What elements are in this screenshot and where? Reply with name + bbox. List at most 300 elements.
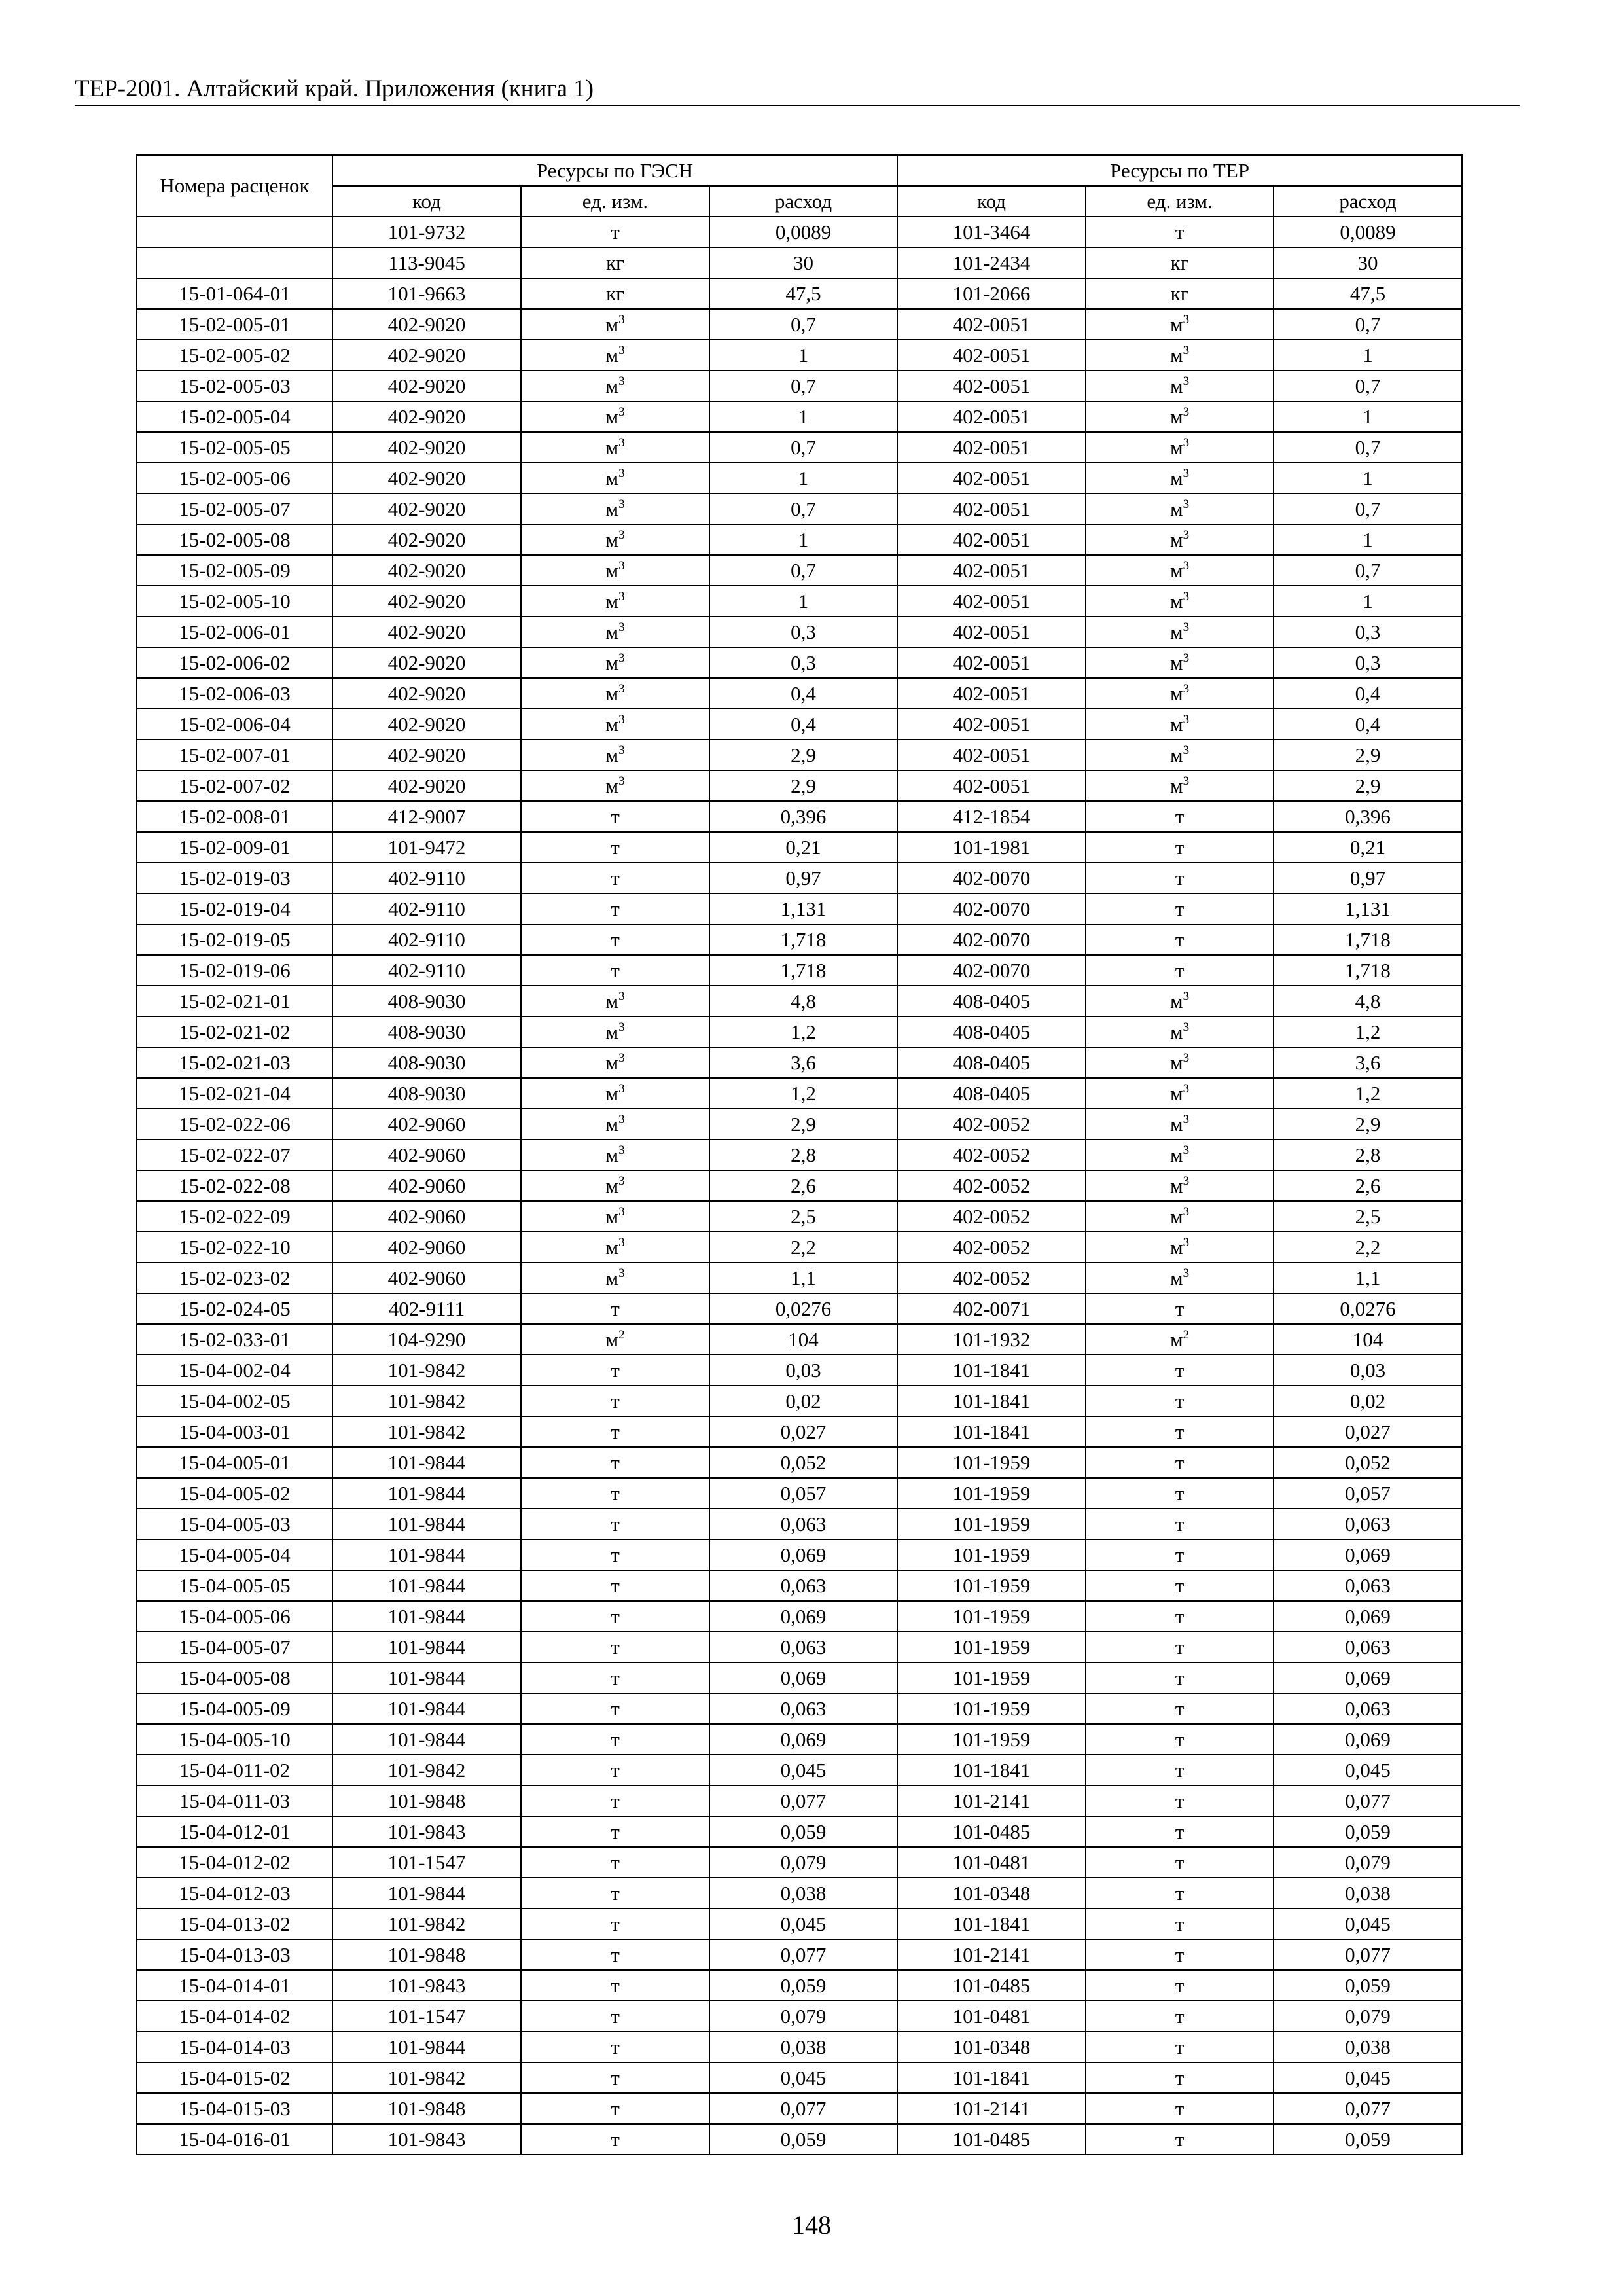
gesn-qty-cell: 0,4 xyxy=(709,678,897,709)
ter-code-cell: 402-0051 xyxy=(897,463,1086,493)
ter-code-cell: 402-0051 xyxy=(897,401,1086,432)
table-row xyxy=(137,1785,1462,1816)
ter-code-cell: 402-0070 xyxy=(897,955,1086,986)
gesn-code-cell: 412-9007 xyxy=(332,801,521,832)
gesn-qty-cell: 2,9 xyxy=(709,1109,897,1139)
ter-code-cell: 402-0052 xyxy=(897,1109,1086,1139)
gesn-unit-cell: $м^3$ xyxy=(521,524,709,555)
rate-number-cell xyxy=(137,247,332,278)
table-row xyxy=(137,1232,1462,1263)
gesn-code-cell: 402-9020 xyxy=(332,647,521,678)
gesn-qty-cell: 1,131 xyxy=(709,893,897,924)
gesn-unit-cell: $м^3$ xyxy=(521,1016,709,1047)
rate-number-cell: 15-04-013-02 xyxy=(137,1909,332,1939)
ter-unit-cell: т xyxy=(1086,1785,1274,1816)
ter-code-cell: 402-0071 xyxy=(897,1293,1086,1324)
gesn-qty-cell: 1 xyxy=(709,463,897,493)
ter-unit-cell: $м^3$ xyxy=(1086,617,1274,647)
table-row xyxy=(137,2062,1462,2093)
gesn-code-cell: 101-1547 xyxy=(332,2001,521,2032)
ter-unit-cell: т xyxy=(1086,1509,1274,1539)
table-row xyxy=(137,401,1462,432)
gesn-unit-cell: $м^3$ xyxy=(521,586,709,617)
subheader-ter-qty: расход xyxy=(1274,186,1462,217)
ter-qty-cell: 0,027 xyxy=(1274,1416,1462,1447)
rate-number-cell: 15-04-005-02 xyxy=(137,1478,332,1509)
gesn-code-cell: 402-9060 xyxy=(332,1139,521,1170)
gesn-code-cell: 402-9020 xyxy=(332,309,521,340)
table-row xyxy=(137,309,1462,340)
ter-code-cell: 101-0348 xyxy=(897,2032,1086,2062)
ter-qty-cell: 0,7 xyxy=(1274,370,1462,401)
rate-number-cell: 15-04-005-07 xyxy=(137,1632,332,1662)
rate-number-cell: 15-04-005-01 xyxy=(137,1447,332,1478)
rate-number-cell: 15-02-005-04 xyxy=(137,401,332,432)
ter-qty-cell: 2,5 xyxy=(1274,1201,1462,1232)
table-row xyxy=(137,1109,1462,1139)
gesn-unit-cell: т xyxy=(521,832,709,863)
ter-qty-cell: 0,063 xyxy=(1274,1570,1462,1601)
gesn-code-cell: 402-9020 xyxy=(332,401,521,432)
ter-qty-cell: 0,045 xyxy=(1274,1755,1462,1785)
table-row xyxy=(137,493,1462,524)
table-row xyxy=(137,278,1462,309)
gesn-code-cell: 402-9020 xyxy=(332,770,521,801)
ter-code-cell: 402-0070 xyxy=(897,893,1086,924)
ter-qty-cell: 0,0276 xyxy=(1274,1293,1462,1324)
gesn-unit-cell: $м^3$ xyxy=(521,432,709,463)
table-row xyxy=(137,1478,1462,1509)
gesn-unit-cell: $м^3$ xyxy=(521,463,709,493)
gesn-qty-cell: 0,045 xyxy=(709,1909,897,1939)
table-row xyxy=(137,370,1462,401)
ter-unit-cell: т xyxy=(1086,1724,1274,1755)
gesn-qty-cell: 1,2 xyxy=(709,1016,897,1047)
ter-qty-cell: 0,038 xyxy=(1274,1878,1462,1909)
gesn-qty-cell: 0,027 xyxy=(709,1416,897,1447)
gesn-unit-cell: т xyxy=(521,1878,709,1909)
gesn-unit-cell: т xyxy=(521,1662,709,1693)
gesn-qty-cell: 0,396 xyxy=(709,801,897,832)
gesn-qty-cell: 2,5 xyxy=(709,1201,897,1232)
ter-code-cell: 402-0052 xyxy=(897,1232,1086,1263)
page-number: 148 xyxy=(792,2210,831,2240)
ter-qty-cell: 0,063 xyxy=(1274,1509,1462,1539)
ter-qty-cell: 0,02 xyxy=(1274,1386,1462,1416)
table-row xyxy=(137,1447,1462,1478)
gesn-qty-cell: 0,063 xyxy=(709,1509,897,1539)
rate-number-cell: 15-02-022-09 xyxy=(137,1201,332,1232)
gesn-qty-cell: 0,7 xyxy=(709,493,897,524)
rate-number-cell: 15-02-006-02 xyxy=(137,647,332,678)
gesn-qty-cell: 0,069 xyxy=(709,1662,897,1693)
ter-qty-cell: 0,077 xyxy=(1274,1785,1462,1816)
table-row xyxy=(137,924,1462,955)
table-row xyxy=(137,2032,1462,2062)
rate-number-cell: 15-04-012-03 xyxy=(137,1878,332,1909)
ter-unit-cell: т xyxy=(1086,1693,1274,1724)
ter-code-cell: 402-0051 xyxy=(897,647,1086,678)
ter-code-cell: 101-0485 xyxy=(897,1970,1086,2001)
ter-code-cell: 402-0052 xyxy=(897,1263,1086,1293)
gesn-code-cell: 408-9030 xyxy=(332,986,521,1016)
gesn-unit-cell: $м^3$ xyxy=(521,678,709,709)
ter-unit-cell: $м^3$ xyxy=(1086,1170,1274,1201)
gesn-code-cell: 402-9020 xyxy=(332,432,521,463)
rate-number-cell: 15-04-005-10 xyxy=(137,1724,332,1755)
gesn-code-cell: 402-9110 xyxy=(332,863,521,893)
gesn-unit-cell: т xyxy=(521,1847,709,1878)
gesn-code-cell: 408-9030 xyxy=(332,1047,521,1078)
gesn-unit-cell: т xyxy=(521,1416,709,1447)
gesn-code-cell: 101-9663 xyxy=(332,278,521,309)
ter-qty-cell: 2,9 xyxy=(1274,1109,1462,1139)
document-title: ТЕР-2001. Алтайский край. Приложения (книга 1) xyxy=(75,75,594,102)
ter-qty-cell: 1 xyxy=(1274,340,1462,370)
gesn-unit-cell: $м^3$ xyxy=(521,1047,709,1078)
ter-qty-cell: 0,079 xyxy=(1274,2001,1462,2032)
gesn-unit-cell: т xyxy=(521,1909,709,1939)
gesn-code-cell: 101-9848 xyxy=(332,1785,521,1816)
gesn-unit-cell: $м^2$ xyxy=(521,1324,709,1355)
gesn-unit-cell: $м^3$ xyxy=(521,1232,709,1263)
gesn-unit-cell: т xyxy=(521,1539,709,1570)
ter-unit-cell: $м^2$ xyxy=(1086,1324,1274,1355)
ter-code-cell: 101-1959 xyxy=(897,1693,1086,1724)
gesn-code-cell: 101-9844 xyxy=(332,2032,521,2062)
gesn-qty-cell: 0,057 xyxy=(709,1478,897,1509)
rate-number-cell: 15-04-002-05 xyxy=(137,1386,332,1416)
ter-code-cell: 101-1959 xyxy=(897,1570,1086,1601)
gesn-qty-cell: 0,3 xyxy=(709,647,897,678)
ter-qty-cell: 0,079 xyxy=(1274,1847,1462,1878)
ter-unit-cell: $м^3$ xyxy=(1086,555,1274,586)
ter-code-cell: 101-1959 xyxy=(897,1447,1086,1478)
table-row xyxy=(137,1847,1462,1878)
gesn-qty-cell: 1 xyxy=(709,340,897,370)
rate-number-cell: 15-02-022-08 xyxy=(137,1170,332,1201)
table-row xyxy=(137,1878,1462,1909)
rate-number-cell: 15-02-019-03 xyxy=(137,863,332,893)
table-row xyxy=(137,955,1462,986)
table-row xyxy=(137,1724,1462,1755)
gesn-code-cell: 101-9842 xyxy=(332,1755,521,1785)
gesn-unit-cell: т xyxy=(521,1755,709,1785)
ter-unit-cell: т xyxy=(1086,801,1274,832)
rate-number-cell: 15-02-005-08 xyxy=(137,524,332,555)
resources-table xyxy=(136,154,1463,2155)
rate-number-cell: 15-01-064-01 xyxy=(137,278,332,309)
rate-number-cell: 15-02-019-05 xyxy=(137,924,332,955)
gesn-unit-cell: $м^3$ xyxy=(521,370,709,401)
ter-qty-cell: 0,045 xyxy=(1274,1909,1462,1939)
ter-qty-cell: 1,1 xyxy=(1274,1263,1462,1293)
table-row xyxy=(137,1570,1462,1601)
gesn-code-cell: 402-9111 xyxy=(332,1293,521,1324)
gesn-code-cell: 101-9732 xyxy=(332,217,521,247)
rate-number-cell: 15-04-011-03 xyxy=(137,1785,332,1816)
table-header-row xyxy=(137,155,1462,186)
gesn-qty-cell: 0,063 xyxy=(709,1693,897,1724)
gesn-qty-cell: 2,2 xyxy=(709,1232,897,1263)
ter-unit-cell: т xyxy=(1086,1386,1274,1416)
rate-number-cell: 15-04-014-03 xyxy=(137,2032,332,2062)
gesn-unit-cell: $м^3$ xyxy=(521,647,709,678)
table-row xyxy=(137,1693,1462,1724)
ter-code-cell: 101-1841 xyxy=(897,1416,1086,1447)
rate-number-cell: 15-04-005-03 xyxy=(137,1509,332,1539)
table-row xyxy=(137,2093,1462,2124)
gesn-code-cell: 113-9045 xyxy=(332,247,521,278)
table-row xyxy=(137,2124,1462,2155)
ter-code-cell: 101-1841 xyxy=(897,1355,1086,1386)
ter-unit-cell: $м^3$ xyxy=(1086,1263,1274,1293)
gesn-qty-cell: 0,059 xyxy=(709,1816,897,1847)
gesn-unit-cell: т xyxy=(521,955,709,986)
table-row xyxy=(137,1632,1462,1662)
gesn-code-cell: 402-9060 xyxy=(332,1263,521,1293)
ter-code-cell: 101-3464 xyxy=(897,217,1086,247)
gesn-code-cell: 402-9110 xyxy=(332,924,521,955)
ter-unit-cell: т xyxy=(1086,1970,1274,2001)
ter-code-cell: 101-0481 xyxy=(897,1847,1086,1878)
gesn-unit-cell: т xyxy=(521,1693,709,1724)
ter-unit-cell: $м^3$ xyxy=(1086,678,1274,709)
ter-code-cell: 402-0051 xyxy=(897,770,1086,801)
ter-unit-cell: $м^3$ xyxy=(1086,1047,1274,1078)
ter-qty-cell: 2,9 xyxy=(1274,770,1462,801)
ter-unit-cell: $м^3$ xyxy=(1086,770,1274,801)
ter-code-cell: 101-1841 xyxy=(897,1386,1086,1416)
table-row xyxy=(137,1662,1462,1693)
ter-unit-cell: т xyxy=(1086,1355,1274,1386)
ter-unit-cell: т xyxy=(1086,217,1274,247)
ter-qty-cell: 104 xyxy=(1274,1324,1462,1355)
gesn-unit-cell: т xyxy=(521,924,709,955)
rate-number-cell: 15-04-015-03 xyxy=(137,2093,332,2124)
gesn-unit-cell: т xyxy=(521,1478,709,1509)
gesn-code-cell: 101-9844 xyxy=(332,1509,521,1539)
ter-code-cell: 101-2066 xyxy=(897,278,1086,309)
gesn-unit-cell: т xyxy=(521,893,709,924)
rate-number-cell: 15-02-006-03 xyxy=(137,678,332,709)
ter-code-cell: 101-0348 xyxy=(897,1878,1086,1909)
rate-number-cell: 15-02-008-01 xyxy=(137,801,332,832)
gesn-unit-cell: т xyxy=(521,2062,709,2093)
table-row xyxy=(137,678,1462,709)
ter-code-cell: 101-2141 xyxy=(897,2093,1086,2124)
gesn-qty-cell: 0,059 xyxy=(709,2124,897,2155)
gesn-qty-cell: 0,077 xyxy=(709,1785,897,1816)
gesn-unit-cell: т xyxy=(521,1447,709,1478)
table-row xyxy=(137,340,1462,370)
ter-qty-cell: 1,131 xyxy=(1274,893,1462,924)
table-row xyxy=(137,1139,1462,1170)
gesn-unit-cell: $м^3$ xyxy=(521,740,709,770)
gesn-unit-cell: т xyxy=(521,1816,709,1847)
gesn-code-cell: 402-9110 xyxy=(332,955,521,986)
table-row xyxy=(137,1970,1462,2001)
rate-number-cell: 15-04-014-02 xyxy=(137,2001,332,2032)
gesn-qty-cell: 2,8 xyxy=(709,1139,897,1170)
gesn-qty-cell: 0,0276 xyxy=(709,1293,897,1324)
ter-code-cell: 101-1959 xyxy=(897,1478,1086,1509)
table-row xyxy=(137,217,1462,247)
gesn-code-cell: 402-9060 xyxy=(332,1170,521,1201)
table-row xyxy=(137,463,1462,493)
ter-code-cell: 402-0070 xyxy=(897,863,1086,893)
rate-number-cell: 15-04-005-05 xyxy=(137,1570,332,1601)
ter-unit-cell: т xyxy=(1086,863,1274,893)
ter-unit-cell: $м^3$ xyxy=(1086,586,1274,617)
table-row xyxy=(137,1263,1462,1293)
ter-qty-cell: 0,057 xyxy=(1274,1478,1462,1509)
gesn-qty-cell: 0,069 xyxy=(709,1601,897,1632)
table-row xyxy=(137,1601,1462,1632)
ter-qty-cell: 0,7 xyxy=(1274,309,1462,340)
table-row xyxy=(137,2001,1462,2032)
ter-code-cell: 402-0052 xyxy=(897,1170,1086,1201)
gesn-unit-cell: т xyxy=(521,1293,709,1324)
rate-number-cell: 15-02-021-04 xyxy=(137,1078,332,1109)
gesn-code-cell: 101-9844 xyxy=(332,1478,521,1509)
ter-code-cell: 402-0052 xyxy=(897,1139,1086,1170)
table-row xyxy=(137,524,1462,555)
ter-qty-cell: 1,718 xyxy=(1274,924,1462,955)
ter-qty-cell: 2,8 xyxy=(1274,1139,1462,1170)
gesn-qty-cell: 1,718 xyxy=(709,955,897,986)
gesn-code-cell: 402-9020 xyxy=(332,370,521,401)
gesn-qty-cell: 0,21 xyxy=(709,832,897,863)
ter-unit-cell: $м^3$ xyxy=(1086,1201,1274,1232)
ter-code-cell: 101-2434 xyxy=(897,247,1086,278)
ter-unit-cell: т xyxy=(1086,832,1274,863)
gesn-code-cell: 101-1547 xyxy=(332,1847,521,1878)
rate-number-cell: 15-04-011-02 xyxy=(137,1755,332,1785)
ter-unit-cell: т xyxy=(1086,1293,1274,1324)
table-row xyxy=(137,1355,1462,1386)
ter-code-cell: 101-1959 xyxy=(897,1601,1086,1632)
gesn-qty-cell: 104 xyxy=(709,1324,897,1355)
gesn-qty-cell: 0,069 xyxy=(709,1724,897,1755)
ter-unit-cell: кг xyxy=(1086,278,1274,309)
ter-unit-cell: $м^3$ xyxy=(1086,370,1274,401)
ter-code-cell: 402-0051 xyxy=(897,370,1086,401)
ter-code-cell: 101-1959 xyxy=(897,1724,1086,1755)
rate-number-cell: 15-04-012-01 xyxy=(137,1816,332,1847)
gesn-qty-cell: 1 xyxy=(709,401,897,432)
ter-qty-cell: 0,4 xyxy=(1274,709,1462,740)
gesn-unit-cell: т xyxy=(521,2032,709,2062)
gesn-unit-cell: кг xyxy=(521,247,709,278)
gesn-qty-cell: 2,6 xyxy=(709,1170,897,1201)
ter-qty-cell: 1,2 xyxy=(1274,1016,1462,1047)
ter-unit-cell: т xyxy=(1086,1570,1274,1601)
gesn-qty-cell: 0,063 xyxy=(709,1570,897,1601)
gesn-unit-cell: т xyxy=(521,1939,709,1970)
gesn-code-cell: 402-9020 xyxy=(332,586,521,617)
gesn-qty-cell: 47,5 xyxy=(709,278,897,309)
table-row xyxy=(137,1416,1462,1447)
gesn-code-cell: 101-9844 xyxy=(332,1662,521,1693)
rate-number-cell: 15-02-033-01 xyxy=(137,1324,332,1355)
table-row xyxy=(137,432,1462,463)
gesn-qty-cell: 0,4 xyxy=(709,709,897,740)
ter-unit-cell: $м^3$ xyxy=(1086,1232,1274,1263)
ter-qty-cell: 0,3 xyxy=(1274,647,1462,678)
ter-code-cell: 101-2141 xyxy=(897,1785,1086,1816)
gesn-code-cell: 402-9020 xyxy=(332,678,521,709)
ter-unit-cell: $м^3$ xyxy=(1086,709,1274,740)
gesn-qty-cell: 0,045 xyxy=(709,2062,897,2093)
gesn-code-cell: 101-9844 xyxy=(332,1539,521,1570)
ter-code-cell: 402-0051 xyxy=(897,524,1086,555)
ter-code-cell: 402-0051 xyxy=(897,740,1086,770)
rate-number-cell: 15-04-005-08 xyxy=(137,1662,332,1693)
ter-unit-cell: т xyxy=(1086,1416,1274,1447)
gesn-code-cell: 101-9842 xyxy=(332,1386,521,1416)
ter-unit-cell: $м^3$ xyxy=(1086,340,1274,370)
ter-qty-cell: 0,045 xyxy=(1274,2062,1462,2093)
gesn-qty-cell: 1,718 xyxy=(709,924,897,955)
ter-code-cell: 101-0485 xyxy=(897,2124,1086,2155)
gesn-qty-cell: 0,059 xyxy=(709,1970,897,2001)
table-row xyxy=(137,586,1462,617)
table-row xyxy=(137,1386,1462,1416)
rate-number-cell: 15-02-023-02 xyxy=(137,1263,332,1293)
ter-unit-cell: т xyxy=(1086,1478,1274,1509)
gesn-code-cell: 101-9842 xyxy=(332,1909,521,1939)
subheader-gesn-qty: расход xyxy=(709,186,897,217)
gesn-unit-cell: $м^3$ xyxy=(521,555,709,586)
gesn-code-cell: 402-9020 xyxy=(332,709,521,740)
gesn-unit-cell: т xyxy=(521,1724,709,1755)
gesn-code-cell: 101-9843 xyxy=(332,1816,521,1847)
ter-unit-cell: т xyxy=(1086,1539,1274,1570)
gesn-code-cell: 101-9843 xyxy=(332,2124,521,2155)
header-rates: Номера расценок xyxy=(137,155,332,217)
gesn-qty-cell: 30 xyxy=(709,247,897,278)
rate-number-cell xyxy=(137,217,332,247)
ter-code-cell: 408-0405 xyxy=(897,986,1086,1016)
rate-number-cell: 15-02-022-10 xyxy=(137,1232,332,1263)
ter-unit-cell: т xyxy=(1086,924,1274,955)
ter-unit-cell: т xyxy=(1086,2032,1274,2062)
ter-unit-cell: т xyxy=(1086,2001,1274,2032)
rate-number-cell: 15-02-022-07 xyxy=(137,1139,332,1170)
gesn-unit-cell: $м^3$ xyxy=(521,1078,709,1109)
gesn-code-cell: 101-9472 xyxy=(332,832,521,863)
ter-qty-cell: 0,077 xyxy=(1274,1939,1462,1970)
gesn-unit-cell: $м^3$ xyxy=(521,309,709,340)
ter-code-cell: 402-0070 xyxy=(897,924,1086,955)
subheader-ter-code: код xyxy=(897,186,1086,217)
rate-number-cell: 15-02-006-01 xyxy=(137,617,332,647)
ter-code-cell: 402-0051 xyxy=(897,586,1086,617)
ter-qty-cell: 0,059 xyxy=(1274,1970,1462,2001)
ter-unit-cell: $м^3$ xyxy=(1086,463,1274,493)
ter-qty-cell: 0,069 xyxy=(1274,1539,1462,1570)
ter-qty-cell: 0,069 xyxy=(1274,1662,1462,1693)
rate-number-cell: 15-04-003-01 xyxy=(137,1416,332,1447)
gesn-unit-cell: кг xyxy=(521,278,709,309)
ter-qty-cell: 0,97 xyxy=(1274,863,1462,893)
gesn-qty-cell: 1,2 xyxy=(709,1078,897,1109)
gesn-code-cell: 402-9110 xyxy=(332,893,521,924)
ter-unit-cell: $м^3$ xyxy=(1086,1139,1274,1170)
gesn-qty-cell: 0,069 xyxy=(709,1539,897,1570)
gesn-unit-cell: $м^3$ xyxy=(521,401,709,432)
